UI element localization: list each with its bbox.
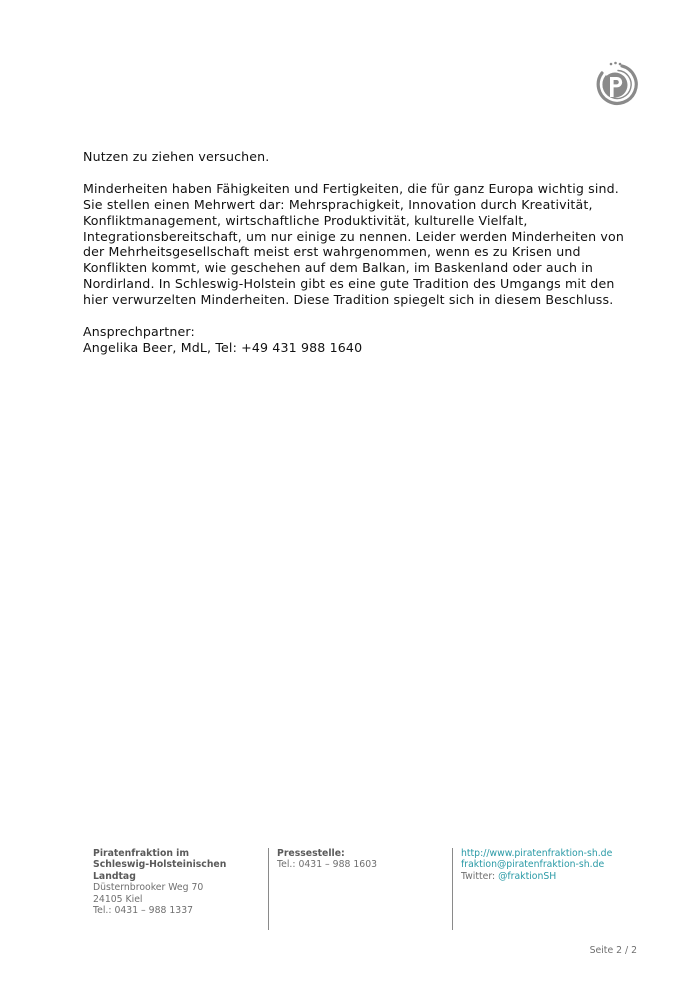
text-line: Nordirland. In Schleswig-Holstein gibt es eine gute Tradition des Umgangs mit den (83, 276, 615, 292)
footer-contact-column (461, 848, 661, 930)
footer-twitter-link[interactable]: @fraktionSH (498, 870, 557, 882)
text-line: Konflikten kommt, wie geschehen auf dem Balkan, im Baskenland oder auch in (83, 260, 594, 276)
footer-city: 24105 Kiel (93, 893, 143, 905)
body-text (83, 149, 643, 356)
footer-website-link[interactable]: http://www.piratenfraktion-sh.de (461, 848, 613, 859)
footer-org-name: Piratenfraktion im (93, 848, 190, 859)
text-line: Minderheiten haben Fähigkeiten und Fertigkeiten, die für ganz Europa wichtig sind. (83, 180, 619, 196)
contact-value: Angelika Beer, MdL, Tel: +49 431 988 1640 (83, 339, 363, 355)
page-number: Seite 2 / 2 (589, 945, 637, 956)
footer-address-column (93, 848, 263, 930)
footer-press-column (277, 848, 447, 930)
footer-twitter (461, 871, 661, 882)
footer-phone: Tel.: 0431 – 988 1337 (93, 905, 194, 917)
footer-divider (452, 848, 453, 930)
footer-email-link[interactable]: fraktion@piratenfraktion-sh.de (461, 859, 605, 871)
footer-press-title: Pressestelle: (277, 848, 345, 859)
footer-org-name: Schleswig-Holsteinischen (93, 859, 227, 871)
paragraph-intro: Nutzen zu ziehen versuchen. (83, 149, 270, 164)
footer-twitter-label: Twitter: (461, 870, 499, 882)
contact-label: Ansprechpartner: (83, 323, 195, 339)
text-line: der Mehrheitsgesellschaft meist erst wahrgenommen, wenn es zu Krisen und (83, 244, 581, 260)
text-line: hier verwurzelten Minderheiten. Diese Tradition spiegelt sich in diesem Beschluss. (83, 292, 614, 308)
paragraph-minorities (83, 181, 643, 308)
text-line: Sie stellen einen Mehrwert dar: Mehrsprachigkeit, Innovation durch Kreativität, (83, 196, 593, 212)
footer-org-name: Landtag (93, 870, 136, 882)
page-footer (0, 848, 700, 932)
pirate-party-logo-icon (590, 59, 638, 111)
footer-street: Düsternbrooker Weg 70 (93, 882, 204, 894)
footer-divider (268, 848, 269, 930)
contact-block (83, 324, 643, 356)
text-line: Integrationsbereitschaft, um nur einige zu nennen. Leider werden Minderheiten von (83, 228, 624, 244)
footer-press-phone: Tel.: 0431 – 988 1603 (277, 859, 378, 871)
text-line: Konfliktmanagement, wirtschaftliche Produktivität, kulturelle Vielfalt, (83, 212, 528, 228)
